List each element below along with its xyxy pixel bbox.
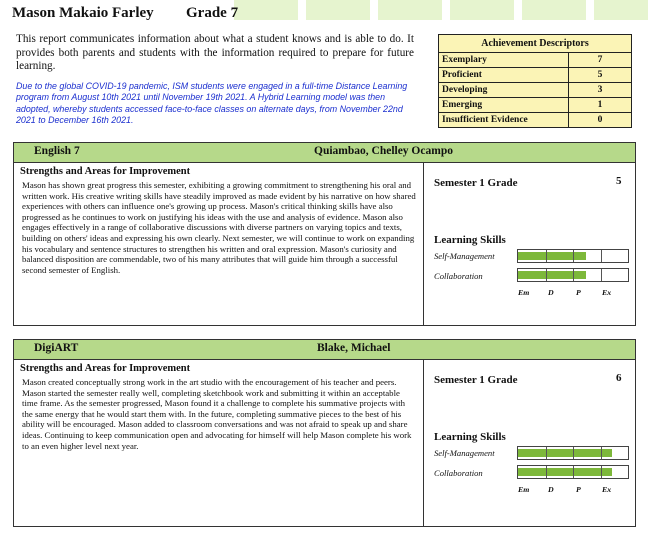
skill-bar-self-management (517, 446, 629, 460)
learning-skills-title: Learning Skills (434, 431, 506, 443)
skill-bar-fill (518, 468, 612, 476)
semester-grade-label: Semester 1 Grade (434, 177, 518, 189)
scale-label-d: D (548, 485, 554, 494)
comment-text: Mason created conceptually strong work in the art studio with the encouragement of his teacher and peers. Mason started the semester really well, completing sketchbook work and submitting it within an acceptable time frame. As the semester progressed, Mason found it a challenge to complete his summative projects with the same energy that he would start them with. In the future, completing summative pieces to the best of his ability will be encouraged. Mason added to classroom conversations and was not afraid to speak up and share ideas. Continuing to keep communication open and advocating for himself will help Mason complete his work to an even higher level next year. (22, 377, 412, 451)
descriptor-label: Proficient (439, 68, 569, 83)
descriptor-row (439, 68, 632, 83)
header-stripe (522, 0, 586, 20)
descriptor-value: 7 (569, 53, 632, 68)
header-stripe (306, 0, 370, 20)
skill-bar-tick (573, 250, 574, 262)
descriptor-value: 0 (569, 113, 632, 128)
subject-block-english (13, 142, 636, 326)
skill-bar-tick (546, 250, 547, 262)
skill-bar-self-management (517, 249, 629, 263)
scale-label-p: P (576, 288, 581, 297)
subject-header (14, 143, 635, 163)
descriptor-value: 1 (569, 98, 632, 113)
skill-bar-tick (573, 447, 574, 459)
skill-bar-tick (601, 466, 602, 478)
comment-title: Strengths and Areas for Improvement (20, 166, 191, 177)
skill-label: Self-Management (434, 251, 495, 261)
skill-bar-fill (518, 449, 612, 457)
scale-label-ex: Ex (602, 485, 612, 494)
student-grade: Grade 7 (186, 5, 239, 21)
skill-bar-tick (573, 466, 574, 478)
descriptor-row (439, 83, 632, 98)
skill-label: Collaboration (434, 271, 483, 281)
skill-bar-tick (546, 447, 547, 459)
subject-name: DigiART (34, 342, 79, 354)
semester-grade-value: 6 (616, 372, 622, 384)
semester-grade-label: Semester 1 Grade (434, 374, 518, 386)
skill-bar-tick (546, 466, 547, 478)
descriptor-label: Exemplary (439, 53, 569, 68)
descriptor-label: Emerging (439, 98, 569, 113)
subject-name: English 7 (34, 145, 80, 157)
skill-bar-collaboration (517, 465, 629, 479)
skill-bar-tick (601, 447, 602, 459)
descriptor-row (439, 53, 632, 68)
comment-section (14, 359, 424, 526)
skill-bar-tick (601, 269, 602, 281)
descriptor-value: 3 (569, 83, 632, 98)
subject-header (14, 340, 635, 360)
skill-bar-fill (518, 252, 586, 260)
descriptors-title: Achievement Descriptors (439, 35, 632, 53)
descriptor-row (439, 98, 632, 113)
skill-bar-collaboration (517, 268, 629, 282)
skill-bar-tick (601, 250, 602, 262)
scale-label-em: Em (518, 485, 530, 494)
intro-text: This report communicates information about what a student knows and is able to do. It provides both parents and students with the information required to prepare for future learning. (16, 33, 414, 73)
teacher-name: Blake, Michael (317, 342, 391, 354)
achievement-descriptors-table (438, 34, 632, 128)
skill-label: Self-Management (434, 448, 495, 458)
semester-grade-value: 5 (616, 175, 622, 187)
covid-note: Due to the global COVID-19 pandemic, ISM students were engaged in a full-time Distance Learning program from August 10th 2021 until November 19th 2021. A Hybrid Learning model was then adopted, whereby students accessed face-to-face classes on alternate days, from November 22nd 2021 to December 16th 2021. (16, 81, 408, 126)
scale-label-d: D (548, 288, 554, 297)
skill-label: Collaboration (434, 468, 483, 478)
descriptor-value: 5 (569, 68, 632, 83)
skill-bar-fill (518, 271, 586, 279)
comment-text: Mason has shown great progress this semester, exhibiting a growing commitment to strengthening his oral and written work. His creative writing skills have steadily improved as made evident by his narrative on how shared experiences with others can influence one's growing up process. Mason's critical thinking skills have also progressed as he continues to work on justifying his ideas with the use and analysis of evidence. Mason also engages effectively in a range of collaborative discussions with diverse partners on varying topics and texts, building on others' ideas and expressing his own clearly. Next semester, we will continue to work on expanding his vocabulary and sentence structures to strengthen his written and oral expression. Mason's curiosity and balanced disposition are commendable, two of his many attributes that will guide him through a successful second semester of English. (22, 180, 416, 275)
descriptor-row (439, 113, 632, 128)
comment-section (14, 162, 424, 325)
descriptor-label: Developing (439, 83, 569, 98)
header-stripe (378, 0, 442, 20)
skill-bar-tick (546, 269, 547, 281)
scale-label-em: Em (518, 288, 530, 297)
scale-label-ex: Ex (602, 288, 612, 297)
student-name: Mason Makaio Farley (12, 5, 154, 21)
header-stripe (450, 0, 514, 20)
header-stripe (594, 0, 648, 20)
scale-label-p: P (576, 485, 581, 494)
skill-bar-tick (573, 269, 574, 281)
teacher-name: Quiambao, Chelley Ocampo (314, 145, 453, 157)
learning-skills-title: Learning Skills (434, 234, 506, 246)
subject-block-digiart (13, 339, 636, 527)
descriptor-label: Insufficient Evidence (439, 113, 569, 128)
comment-title: Strengths and Areas for Improvement (20, 363, 191, 374)
header-stripe (234, 0, 298, 20)
